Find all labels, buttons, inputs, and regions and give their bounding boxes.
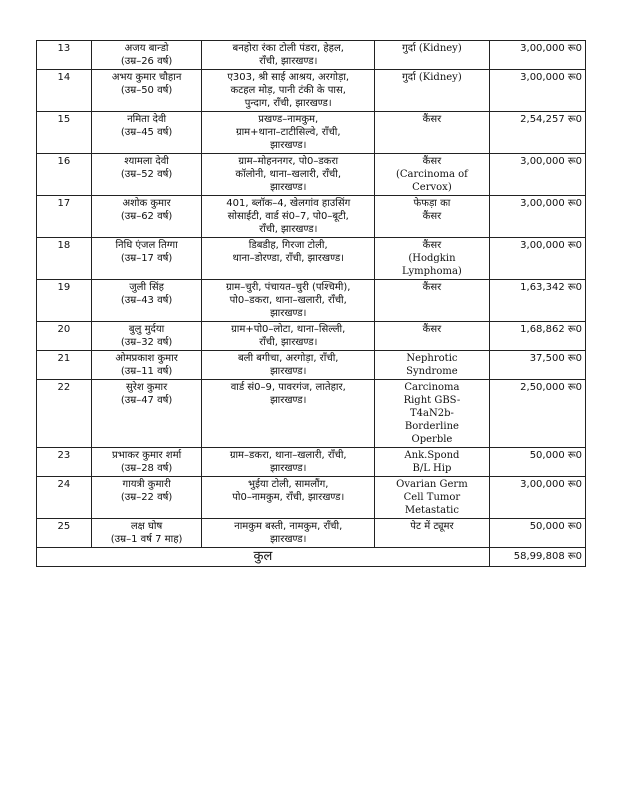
disease-line: Cervox) xyxy=(412,182,452,193)
address-line: कॉलोनी, थाना–खलारी, राँची, xyxy=(235,169,342,180)
patient-name: अभय कुमार चौहान xyxy=(111,72,182,83)
address-line: ग्राम–मोहननगर, पो0–डकरा xyxy=(238,156,339,167)
disease-line: Nephrotic xyxy=(406,353,458,364)
disease-cell xyxy=(375,70,490,112)
address-cell xyxy=(202,238,375,280)
address-line: पो0–नामकुम, राँची, झारखण्ड। xyxy=(232,492,345,503)
disease-line: गुर्दा (Kidney) xyxy=(402,43,462,54)
disease-line: कैंसर xyxy=(422,114,442,125)
patient-name: सुरेश कुमार xyxy=(126,382,168,393)
address-line: झारखण्ड। xyxy=(270,366,307,377)
total-label: कुल xyxy=(37,548,490,567)
patient-name: लक्ष घोष xyxy=(130,521,163,532)
amount: 3,00,000 रू0 xyxy=(489,477,585,519)
serial-number: 15 xyxy=(37,112,92,154)
table-row xyxy=(37,112,586,154)
serial-number: 20 xyxy=(37,322,92,351)
patient-cell xyxy=(91,238,202,280)
address-cell xyxy=(202,380,375,448)
disease-cell xyxy=(375,477,490,519)
address-cell xyxy=(202,196,375,238)
disease-line: Borderline xyxy=(404,421,459,432)
address-line: झारखण्ड। xyxy=(270,463,307,474)
address-cell xyxy=(202,154,375,196)
disease-cell xyxy=(375,448,490,477)
amount: 1,63,342 रू0 xyxy=(489,280,585,322)
patient-name: निधि एंजल तिग्गा xyxy=(115,240,178,251)
patient-name: बुलु मुर्दया xyxy=(128,324,165,335)
patient-name: जुली सिंह xyxy=(129,282,164,293)
table-row xyxy=(37,238,586,280)
serial-number: 25 xyxy=(37,519,92,548)
patient-age: (उम्र–62 वर्ष) xyxy=(120,211,173,222)
address-line: डिबडीह, गिरजा टोली, xyxy=(248,240,328,251)
disease-cell xyxy=(375,351,490,380)
address-line: ग्राम–चुरी, पंचायत–चुरी (पश्चिमी), xyxy=(226,282,351,293)
address-line: झारखण्ड। xyxy=(270,182,307,193)
disease-line: कैंसर xyxy=(422,211,442,222)
serial-number: 23 xyxy=(37,448,92,477)
disease-line: पेट में ट्यूमर xyxy=(410,521,454,532)
patient-age: (उम्र–1 वर्ष 7 माह) xyxy=(110,534,183,545)
patient-age: (उम्र–28 वर्ष) xyxy=(120,463,173,474)
disease-line: T4aN2b- xyxy=(409,408,454,419)
disease-line: फेफड़ा का xyxy=(413,198,451,209)
amount: 2,50,000 रू0 xyxy=(489,380,585,448)
address-line: प्रखण्ड–नामकुम, xyxy=(258,114,319,125)
patient-age: (उम्र–17 वर्ष) xyxy=(120,253,173,264)
address-line: ग्राम–डकरा, थाना–खलारी, राँची, xyxy=(229,450,347,461)
disease-line: Cell Tumor xyxy=(403,492,461,503)
address-line: झारखण्ड। xyxy=(270,308,307,319)
address-cell xyxy=(202,112,375,154)
amount: 3,00,000 रू0 xyxy=(489,238,585,280)
disease-cell xyxy=(375,112,490,154)
serial-number: 19 xyxy=(37,280,92,322)
serial-number: 18 xyxy=(37,238,92,280)
patient-age: (उम्र–45 वर्ष) xyxy=(120,127,173,138)
disease-line: कैंसर xyxy=(422,282,442,293)
patient-age: (उम्र–52 वर्ष) xyxy=(120,169,173,180)
address-cell xyxy=(202,351,375,380)
disease-cell xyxy=(375,154,490,196)
patient-cell xyxy=(91,41,202,70)
patient-age: (उम्र–26 वर्ष) xyxy=(120,56,173,67)
address-line: 401, ब्लॉक–4, खेलगांव हाउसिंग xyxy=(226,198,351,209)
patient-name: अजय बान्डो xyxy=(124,43,169,54)
address-cell xyxy=(202,448,375,477)
address-line: राँची, झारखण्ड। xyxy=(259,56,318,67)
patient-cell xyxy=(91,112,202,154)
amount: 50,000 रू0 xyxy=(489,448,585,477)
disease-line: Carcinoma xyxy=(404,382,460,393)
address-line: ग्राम+थाना–टाटीसिल्वे, राँची, xyxy=(235,127,341,138)
serial-number: 24 xyxy=(37,477,92,519)
patient-cell xyxy=(91,351,202,380)
address-cell xyxy=(202,41,375,70)
patient-name: प्रभाकर कुमार शर्मा xyxy=(112,450,182,461)
address-cell xyxy=(202,70,375,112)
serial-number: 14 xyxy=(37,70,92,112)
address-line: झारखण्ड। xyxy=(270,140,307,151)
address-line: झारखण्ड। xyxy=(270,534,307,545)
disease-cell xyxy=(375,196,490,238)
disease-cell xyxy=(375,238,490,280)
disease-line: Lymphoma) xyxy=(402,266,462,277)
patient-cell xyxy=(91,154,202,196)
disease-line: Ovarian Germ xyxy=(396,479,468,490)
disease-line: B/L Hip xyxy=(412,463,452,474)
disease-cell xyxy=(375,322,490,351)
table-row xyxy=(37,70,586,112)
patient-cell xyxy=(91,196,202,238)
total-row xyxy=(37,548,586,567)
address-line: राँची, झारखण्ड। xyxy=(259,337,318,348)
disease-line: (Hodgkin xyxy=(408,253,456,264)
address-line: ए303, श्री साई आश्रय, अरगोड़ा, xyxy=(227,72,350,83)
total-amount: 58,99,808 रू0 xyxy=(489,548,585,567)
patient-cell xyxy=(91,477,202,519)
table-row xyxy=(37,448,586,477)
disease-line: Metastatic xyxy=(404,505,459,516)
patient-cell xyxy=(91,519,202,548)
address-line: झारखण्ड। xyxy=(270,395,307,406)
address-line: ग्राम+पो0–लोटा, थाना–सिल्ली, xyxy=(231,324,346,335)
address-cell xyxy=(202,280,375,322)
address-line: पो0–डकरा, थाना–खलारी, राँची, xyxy=(229,295,347,306)
patient-cell xyxy=(91,322,202,351)
disease-cell xyxy=(375,519,490,548)
disease-line: (Carcinoma of xyxy=(395,169,468,180)
patient-age: (उम्र–32 वर्ष) xyxy=(120,337,173,348)
disease-line: कैंसर xyxy=(422,156,442,167)
serial-number: 16 xyxy=(37,154,92,196)
address-line: थाना–डोरण्डा, राँची, झारखण्ड। xyxy=(232,253,344,264)
disease-line: Ank.Spond xyxy=(404,450,460,461)
patient-age: (उम्र–22 वर्ष) xyxy=(120,492,173,503)
amount: 2,54,257 रू0 xyxy=(489,112,585,154)
amount: 50,000 रू0 xyxy=(489,519,585,548)
address-cell xyxy=(202,322,375,351)
patient-age: (उम्र–47 वर्ष) xyxy=(120,395,173,406)
patient-name: श्यामला देवी xyxy=(124,156,169,167)
patient-age: (उम्र–43 वर्ष) xyxy=(120,295,173,306)
address-line: सोसाईटी, वार्ड सं0–7, पो0–बूटी, xyxy=(227,211,349,222)
serial-number: 21 xyxy=(37,351,92,380)
address-line: बनहोरा रंका टोली पंडरा, हेहल, xyxy=(232,43,344,54)
address-line: राँची, झारखण्ड। xyxy=(259,224,318,235)
amount: 3,00,000 रू0 xyxy=(489,196,585,238)
disease-line: Right GBS- xyxy=(403,395,461,406)
table-row xyxy=(37,154,586,196)
serial-number: 17 xyxy=(37,196,92,238)
serial-number: 13 xyxy=(37,41,92,70)
disease-line: गुर्दा (Kidney) xyxy=(402,72,462,83)
patient-cell xyxy=(91,448,202,477)
beneficiary-table xyxy=(36,40,586,567)
patient-name: अशोक कुमार xyxy=(122,198,171,209)
table-row xyxy=(37,322,586,351)
address-line: नामकुम बस्ती, नामकुम, राँची, xyxy=(234,521,343,532)
table-row xyxy=(37,380,586,448)
amount: 37,500 रू0 xyxy=(489,351,585,380)
patient-name: नमिता देवी xyxy=(127,114,167,125)
disease-line: Syndrome xyxy=(406,366,458,377)
table-row xyxy=(37,477,586,519)
patient-name: ओमप्रकाश कुमार xyxy=(115,353,178,364)
patient-name: गायत्री कुमारी xyxy=(122,479,171,490)
address-line: कटहल मोड़, पानी टंकी के पास, xyxy=(230,85,346,96)
table-row xyxy=(37,351,586,380)
table-row xyxy=(37,41,586,70)
table-row xyxy=(37,519,586,548)
disease-line: कैंसर xyxy=(422,240,442,251)
amount: 1,68,862 रू0 xyxy=(489,322,585,351)
table-body xyxy=(37,41,586,548)
amount: 3,00,000 रू0 xyxy=(489,70,585,112)
disease-cell xyxy=(375,280,490,322)
patient-age: (उम्र–11 वर्ष) xyxy=(120,366,173,377)
address-line: भुईया टोली, सामलौंग, xyxy=(248,479,329,490)
disease-line: Operble xyxy=(411,434,453,445)
address-cell xyxy=(202,519,375,548)
patient-cell xyxy=(91,280,202,322)
table-row xyxy=(37,196,586,238)
amount: 3,00,000 रू0 xyxy=(489,154,585,196)
amount: 3,00,000 रू0 xyxy=(489,41,585,70)
serial-number: 22 xyxy=(37,380,92,448)
address-line: पुन्दाग, राँची, झारखण्ड। xyxy=(244,98,332,109)
patient-cell xyxy=(91,70,202,112)
address-line: बली बगीचा, अरगोड़ा, राँची, xyxy=(237,353,339,364)
disease-cell xyxy=(375,41,490,70)
disease-cell xyxy=(375,380,490,448)
patient-cell xyxy=(91,380,202,448)
disease-line: कैंसर xyxy=(422,324,442,335)
patient-age: (उम्र–50 वर्ष) xyxy=(120,85,173,96)
address-cell xyxy=(202,477,375,519)
address-line: वार्ड सं0–9, पावरगंज, लातेहार, xyxy=(230,382,346,393)
table-row xyxy=(37,280,586,322)
